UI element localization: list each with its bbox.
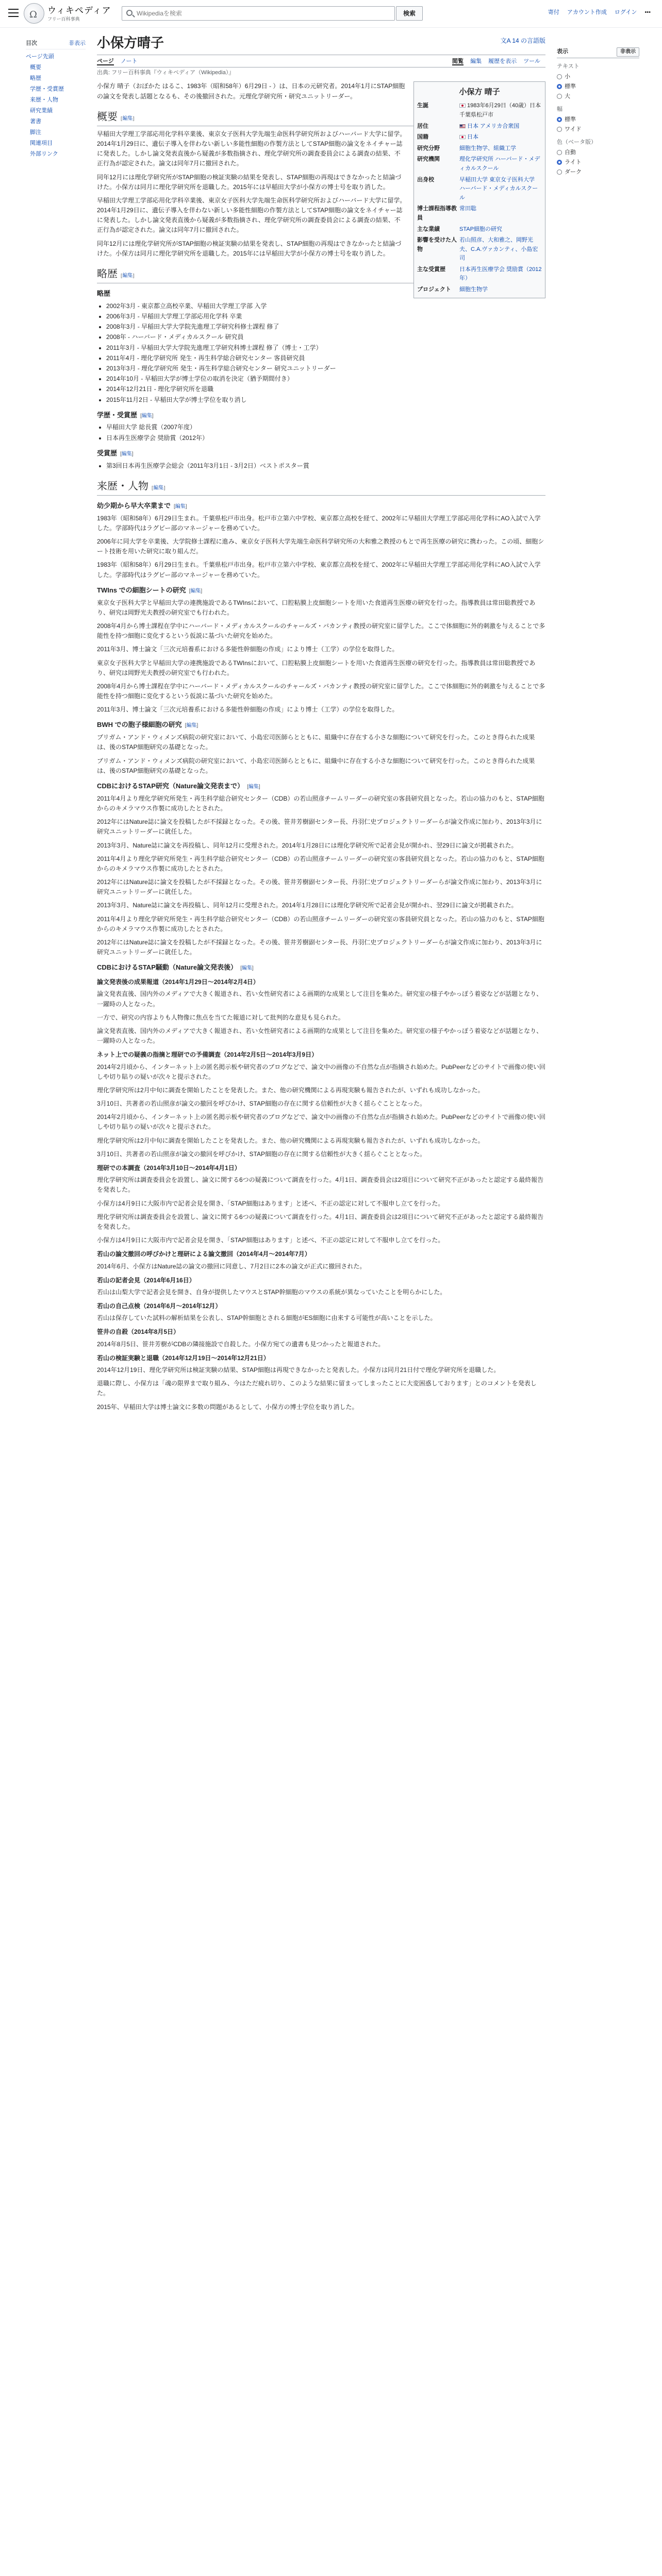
- paragraph: 3月10日、共著者の若山照彦が論文の撤回を呼びかけ、STAP細胞の存在に関する信頼性が大きく揺らぐこととなった。: [97, 1100, 426, 1108]
- infobox-row: 主な受賞歴 日本再生医療学会 奨励賞（2012年）: [417, 266, 542, 282]
- paragraph: 理化学研究所は調査委員会を設置し、論文に関する6つの疑義について調査を行った。4月1日、調査委員会は2項目について研究不正があったと認定する最終報告を発表した。: [97, 1176, 544, 1194]
- paragraph: 3月10日、共著者の若山照彦が論文の撤回を呼びかけ、STAP細胞の存在に関する信頼性が大きく揺らぐこととなった。: [97, 1150, 426, 1158]
- paragraph: 小保方は4月9日に大阪市内で記者会見を開き、「STAP細胞はあります」と述べ、不正の認定に対して不服申し立てを行った。: [97, 1236, 444, 1244]
- paragraph: 2013年3月、Nature誌に論文を再投稿し、同年12月に受理された。2014年1月28日には理化学研究所で記者会見が開かれ、翌29日に論文が掲載された。: [97, 902, 518, 909]
- infobox: [413, 81, 545, 298]
- edit-link[interactable]: [編集]: [121, 273, 135, 279]
- list-item: • 第3回日本再生医療学会総会（2011年3月1日 - 3月2日）ベストポスター賞: [106, 461, 545, 471]
- toc-item-notes[interactable]: 脚注: [30, 129, 41, 136]
- list-item: • 2014年12月21日 - 理化学研究所を退職: [106, 384, 545, 394]
- toc-item-books[interactable]: 著書: [30, 118, 41, 125]
- list-item: • 2015年11月2日 - 早稲田大学が博士学位を取り消し: [106, 395, 545, 405]
- text-size-small[interactable]: 小: [557, 73, 639, 81]
- paragraph: 理化学研究所は調査委員会を設置し、論文に関する6つの疑義について調査を行った。4月1日、調査委員会は2項目について研究不正があったと認定する最終報告を発表した。: [97, 1213, 544, 1230]
- article-body: [97, 81, 545, 1412]
- paragraph: 2014年8月5日、笹井芳樹がCDBの隣接施設で自殺した。小保方宛ての遺書も見つかったと報道された。: [97, 1340, 385, 1348]
- tab-history[interactable]: 履歴を表示: [488, 58, 517, 65]
- list-item: • 早稲田大学 総長賞（2007年度）: [106, 422, 545, 432]
- toc-item-related[interactable]: 関連項目: [30, 140, 53, 147]
- subsubheading: 笹井の自殺（2014年8月5日）: [97, 1328, 180, 1336]
- subsubheading: 若山の記者会見（2014年6月16日）: [97, 1276, 195, 1284]
- edit-link[interactable]: [編集]: [174, 503, 187, 510]
- site-header: [0, 0, 662, 28]
- subsubheading: 若山の論文撤回の呼びかけと理研による論文撤回（2014年4月〜2014年7月）: [97, 1250, 311, 1258]
- tab-read[interactable]: 閲覧: [452, 58, 464, 65]
- page-title: 小保方晴子: [97, 33, 545, 55]
- paragraph: 2008年4月から博士課程在学中にハーバード・メディカルスクールのチャールズ・バカンティ教授の研究室に留学した。ここで体細胞に外的刺激を与えることで多能性を持つ細胞に変化するという仮説に基づいた研究を始めた。: [97, 682, 545, 700]
- width-wide[interactable]: ワイド: [557, 125, 639, 134]
- list-item: • 2002年3月 - 東京都立高校卒業、早稲田大学理工学部 入学: [106, 301, 545, 311]
- toc-item-overview[interactable]: 概要: [30, 64, 41, 71]
- edit-link[interactable]: [編集]: [152, 485, 166, 491]
- paragraph: 小保方は4月9日に大阪市内で記者会見を開き、「STAP細胞はあります」と述べ、不正の認定に対して不服申し立てを行った。: [97, 1199, 444, 1207]
- subheading-bwh: BWH での胞子様細胞の研究 [編集]: [97, 721, 198, 729]
- toc-sidebar: [26, 35, 86, 160]
- toc-item-career[interactable]: 略歴: [30, 75, 41, 82]
- width-label: 幅: [557, 106, 562, 112]
- main-menu-icon[interactable]: [8, 9, 19, 17]
- paragraph: ブリガム・アンド・ウィメンズ病院の研究室において、小島宏司医師らとともに、組織中に存在する小さな細胞について研究を行った。このとき得られた成果は、後のSTAP細胞研究の基礎となった。: [97, 757, 535, 774]
- tagline: 出典: フリー百科事典『ウィキペディア（Wikipedia）』: [97, 70, 235, 76]
- radio-icon: [557, 74, 562, 79]
- paragraph: 2012年にはNature誌に論文を投稿したが不採録となった。その後、笹井芳樹副センター長、丹羽仁史プロジェクトリーダーらが論文作成に加わり、2013年3月に研究ユニットリーダーに就任した。: [97, 818, 542, 836]
- login-link[interactable]: ログイン: [614, 9, 637, 15]
- tab-article[interactable]: ページ: [97, 58, 114, 65]
- subsubheading: 理研での本調査（2014年3月10日〜2014年4月1日）: [97, 1164, 241, 1172]
- subheading-awards: 学歴・受賞歴 [編集]: [97, 411, 154, 419]
- subheading-stap: CDBにおけるSTAP騒動（Nature論文発表後） [編集]: [97, 963, 254, 972]
- paragraph: 2014年6月、小保方はNature誌の論文の撤回に同意し、7月2日に2本の論文が正式に撤回された。: [97, 1262, 366, 1270]
- paragraph: 2011年4月より理化学研究所発生・再生科学総合研究センター（CDB）の若山照彦チームリーダーの研究室の客員研究員となった。若山の協力のもと、STAP細胞からのキメラマウス作製に成功したとされた。: [97, 794, 544, 812]
- donate-link[interactable]: 寄付: [548, 9, 559, 15]
- us-flag-icon: [459, 124, 466, 128]
- width-standard[interactable]: 標準: [557, 115, 639, 124]
- toc-item-bio[interactable]: 来歴・人物: [30, 97, 58, 104]
- appearance-header: [557, 47, 639, 58]
- color-light[interactable]: ライト: [557, 158, 639, 167]
- paragraph: 2011年4月より理化学研究所発生・再生科学総合研究センター（CDB）の若山照彦チームリーダーの研究室の客員研究員となった。若山の協力のもと、STAP細胞からのキメラマウス作製に成功したとされた。: [97, 855, 544, 872]
- color-dark[interactable]: ダーク: [557, 168, 639, 177]
- search-box[interactable]: [122, 6, 395, 21]
- edit-link[interactable]: [編集]: [185, 723, 198, 729]
- language-button[interactable]: 文A 14 の言語版: [500, 37, 545, 44]
- toc-header: [26, 39, 86, 49]
- list-item: • 2008年3月 - 早稲田大学大学院先進理工学研究科修士課程 修了: [106, 322, 545, 332]
- toc-item-top[interactable]: ページ先頭: [26, 54, 54, 60]
- heading-bio: 来歴・人物 [編集]: [97, 478, 545, 496]
- toc-item-research[interactable]: 研究業績: [30, 108, 53, 114]
- create-account-link[interactable]: アカウント作成: [567, 9, 607, 15]
- paragraph: 2008年4月から博士課程在学中にハーバード・メディカルスクールのチャールズ・バカンティ教授の研究室に留学した。ここで体細胞に外的刺激を与えることで多能性を持つ細胞に変化するという仮説に基づいた研究を始めた。: [97, 622, 545, 640]
- paragraph: 2014年2月頃から、インターネット上の匿名掲示板や研究者のブログなどで、論文中の画像の不自然な点が指摘され始めた。PubPeerなどのサイトで画像の使い回しや切り貼りの疑いが次々と提示された。: [97, 1113, 545, 1131]
- search-input[interactable]: [137, 8, 353, 19]
- list-item: • 日本再生医療学会 奨励賞（2012年）: [106, 433, 545, 443]
- list-item: • 2008年 - ハーバード・メディカルスクール 研究員: [106, 332, 545, 342]
- infobox-row: 出身校 早稲田大学 東京女子医科大学 ハーバード・メディカルスクール: [417, 176, 538, 201]
- appearance-hide-button[interactable]: 非表示: [617, 47, 639, 57]
- tab-tools[interactable]: ツール: [523, 58, 540, 65]
- paragraph: 2013年3月、Nature誌に論文を再投稿し、同年12月に受理された。2014年1月28日には理化学研究所で記者会見が開かれ、翌29日に論文が掲載された。: [97, 841, 518, 849]
- radio-icon: [557, 127, 562, 132]
- radio-icon: [557, 150, 562, 155]
- paragraph: 2011年3月、博士論文「三次元培養系における多能性幹細胞の作成」により博士（工学）の学位を取得した。: [97, 706, 399, 714]
- infobox-row: 国籍 日本: [417, 134, 478, 141]
- paragraph: 2012年にはNature誌に論文を投稿したが不採録となった。その後、笹井芳樹副センター長、丹羽仁史プロジェクトリーダーらが論文作成に加わり、2013年3月に研究ユニットリーダーに就任した。: [97, 939, 542, 956]
- subheading-prize: 受賞歴 [編集]: [97, 449, 134, 457]
- japan-flag-icon: [459, 104, 466, 108]
- radio-selected-icon: [557, 84, 562, 89]
- paragraph: 論文発表直後、国内外のメディアで大きく報道され、若い女性研究者による画期的な成果として注目を集めた。研究室の様子やかっぽう着姿などが話題となり、一躍時の人となった。: [97, 990, 543, 1008]
- paragraph: 1983年（昭和58年）6月29日生まれ。千葉県松戸市出身。松戸市立第六中学校、東京都立高校を経て、2002年に早稲田大学理工学部応用化学科にAO入試で入学した。学部時代はラグビー部のマネージャーを務めていた。: [97, 514, 541, 532]
- toc-item-awards[interactable]: 学歴・受賞歴: [30, 86, 64, 93]
- paragraph: 退職に際し、小保方は「魂の限界まで取り組み、今はただ疲れ切り、このような結果に留まってしまったことに大変困惑しております」とのコメントを発表した。: [97, 1380, 537, 1397]
- paragraph: 理化学研究所は2月中旬に調査を開始したことを発表した。また、他の研究機関による再現実験も報告されたが、いずれも成功しなかった。: [97, 1137, 484, 1144]
- paragraph: 一方で、研究の内容よりも人物像に焦点を当てた報道に対して批判的な意見も見られた。: [97, 1013, 344, 1021]
- radio-icon: [557, 94, 562, 99]
- infobox-row: 居住 日本 アメリカ合衆国: [417, 123, 520, 129]
- paragraph: 若山は保存していた試料の解析結果を公表し、STAP幹細胞とされる細胞がES細胞に由来する可能性が高いことを示した。: [97, 1314, 437, 1322]
- text-size-standard[interactable]: 標準: [557, 82, 639, 91]
- subheading-cdb: CDBにおけるSTAP研究（Nature論文発表まで） [編集]: [97, 782, 260, 790]
- wordmark-title: ウィキペディア: [47, 6, 111, 16]
- edit-link[interactable]: [編集]: [121, 115, 135, 122]
- list-item: • 2011年4月 - 理化学研究所 発生・再生科学総合研究センター 客員研究員: [106, 353, 545, 363]
- awards-list: [106, 422, 545, 443]
- paragraph: 早稲田大学理工学部応用化学科卒業後、東京女子医科大学先端生命医科学研究所およびハーバード大学に留学。2014年1月29日に、遺伝子導入を伴わない新しい多能性細胞の作製方法としてSTAP細胞の論文をネイチャー誌に発表した。しかし論文発表直後から疑義が多数指摘され、理化学研究所の調査委員会による調査の結果、不正行為が認定された。論文は同年7月に撤回された。: [97, 130, 406, 167]
- paragraph: 2011年3月、博士論文「三次元培養系における多能性幹細胞の作成」により博士（工学）の学位を取得した。: [97, 646, 399, 653]
- paragraph: 2011年4月より理化学研究所発生・再生科学総合研究センター（CDB）の若山照彦チームリーダーの研究室の客員研究員となった。若山の協力のもと、STAP細胞からのキメラマウス作製に成功したとされた。: [97, 915, 544, 933]
- page-tabs: [97, 57, 545, 67]
- list-item: • 2006年3月 - 早稲田大学理工学部応用化学科 卒業: [106, 312, 545, 321]
- search-icon: [126, 10, 133, 16]
- prize-list: [106, 461, 545, 471]
- infobox-row: 影響を受けた人物 若山照彦、大和雅之、岡野光夫、C.A.ヴァカンティ、小島宏司: [417, 237, 538, 262]
- paragraph: 2014年2月頃から、インターネット上の匿名掲示板や研究者のブログなどで、論文中の画像の不自然な点が指摘され始めた。PubPeerなどのサイトで画像の使い回しや切り貼りの疑いが次々と提示された。: [97, 1063, 545, 1080]
- subheading-twins: TWIns での細胞シートの研究 [編集]: [97, 586, 203, 594]
- lead-paragraph: 小保方 晴子（おぼかた はるこ、1983年（昭和58年）6月29日 - ）は、日本の元研究者。2014年1月にSTAP細胞の論文を発表し話題となるも、その後撤回された。元理化学研究所・研究ユニットリーダー。: [97, 82, 405, 100]
- wordmark[interactable]: [47, 4, 111, 23]
- list-item: • 2011年3月 - 早稲田大学大学院先進理工学研究科博士課程 修了（博士・工学）: [106, 343, 545, 353]
- user-links: [542, 8, 651, 17]
- infobox-row: 生誕 1983年6月29日（40歳）日本 千葉県松戸市: [417, 103, 541, 118]
- infobox-row: 博士課程指導教員 常田聡: [417, 206, 476, 221]
- heading-career: 略歴 [編集]: [97, 266, 545, 283]
- paragraph: ブリガム・アンド・ウィメンズ病院の研究室において、小島宏司医師らとともに、組織中に存在する小さな細胞について研究を行った。このとき得られた成果は、後のSTAP細胞研究の基礎となった。: [97, 734, 535, 751]
- toc-hide-button[interactable]: 非表示: [69, 40, 86, 46]
- edit-link[interactable]: [編集]: [140, 413, 154, 419]
- paragraph: 2012年にはNature誌に論文を投稿したが不採録となった。その後、笹井芳樹副センター長、丹羽仁史プロジェクトリーダーらが論文作成に加わり、2013年3月に研究ユニットリーダーに就任した。: [97, 878, 542, 896]
- paragraph: 早稲田大学理工学部応用化学科卒業後、東京女子医科大学先端生命医科学研究所およびハーバード大学に留学。2014年1月29日に、遺伝子導入を伴わない新しい多能性細胞の作製方法としてSTAP細胞の論文をネイチャー誌に発表した。しかし論文発表直後から疑義が多数指摘され、理化学研究所の調査委員会による調査の結果、不正行為が認定された。論文は同年7月に撤回された。: [97, 196, 406, 234]
- infobox-row: 主な業績 STAP細胞の研究: [417, 226, 502, 232]
- edit-link[interactable]: [編集]: [240, 965, 254, 972]
- japan-flag-icon: [459, 135, 466, 139]
- list-item: • 2014年10月 - 早稲田大学が博士学位の取消を決定（猶予期間付き）: [106, 374, 545, 384]
- paragraph: 1983年（昭和58年）6月29日生まれ。千葉県松戸市出身。松戸市立第六中学校、東京都立高校を経て、2002年に早稲田大学理工学部応用化学科にAO入試で入学した。学部時代はラグビー部のマネージャーを務めていた。: [97, 561, 541, 579]
- radio-selected-icon: [557, 117, 562, 122]
- toc-title: 目次: [26, 40, 37, 46]
- paragraph: 2015年、早稲田大学は博士論文に多数の問題があるとして、小保方の博士学位を取り消した。: [97, 1403, 358, 1411]
- wordmark-sub: フリー百科事典: [47, 16, 80, 22]
- infobox-row: 研究機関 理化学研究所 ハーバード・メディカルスクール: [417, 156, 540, 172]
- main-content: [97, 33, 545, 1416]
- paragraph: 理化学研究所は2月中旬に調査を開始したことを発表した。また、他の研究機関による再現実験も報告されたが、いずれも成功しなかった。: [97, 1086, 484, 1094]
- edit-link[interactable]: [編集]: [120, 451, 134, 457]
- paragraph: 2006年に同大学を卒業後、大学院修士課程に進み、東京女子医科大学先端生命医科学研究所の大和雅之教授のもとで再生医療の研究に携わった。この頃、細胞シート技術を用いた研究に取り組んだ。: [97, 538, 544, 555]
- infobox-title: 小保方 晴子: [459, 88, 500, 97]
- wikipedia-logo[interactable]: Ω: [24, 3, 44, 24]
- subsubheading: 若山の自己点検（2014年6月〜2014年12月）: [97, 1302, 222, 1310]
- appearance-panel: [557, 47, 639, 178]
- subheading-early: 幼少期から早大卒業まで [編集]: [97, 501, 187, 510]
- subsubheading: ネット上での疑義の指摘と理研での予備調査（2014年2月5日〜2014年3月9日）: [97, 1051, 318, 1059]
- career-list: [106, 301, 545, 405]
- search-button[interactable]: 検索: [396, 6, 423, 21]
- subsubheading: 論文発表後の成果報道（2014年1月29日〜2014年2月4日）: [97, 978, 259, 986]
- radio-selected-icon: [557, 160, 562, 165]
- edit-link[interactable]: [編集]: [189, 588, 203, 594]
- infobox-row: プロジェクト 細胞生物学: [417, 286, 488, 293]
- tab-edit[interactable]: 編集: [470, 58, 482, 65]
- infobox-row: 研究分野 細胞生物学、組織工学: [417, 145, 516, 151]
- toc-item-external[interactable]: 外部リンク: [30, 151, 58, 158]
- paragraph: 2014年12月19日、理化学研究所は検証実験の結果、STAP細胞は再現できなかったと発表した。小保方は同月21日付で理化学研究所を退職した。: [97, 1366, 500, 1374]
- heading-overview: 概要 [編集]: [97, 109, 545, 126]
- radio-icon: [557, 170, 562, 175]
- appearance-title: 表示: [557, 48, 568, 55]
- paragraph: 同年12月には理化学研究所がSTAP細胞の検証実験の結果を発表し、STAP細胞の再現はできなかったと結論づけた。小保方は同月に理化学研究所を退職した。2015年には早稲田大学が小保方の博士号を取り消した。: [97, 173, 402, 191]
- paragraph: 若山は山梨大学で記者会見を開き、自身が提供したマウスとSTAP幹細胞のマウスの系統が異なっていたことを明らかにした。: [97, 1288, 446, 1296]
- paragraph: 論文発表直後、国内外のメディアで大きく報道され、若い女性研究者による画期的な成果として注目を集めた。研究室の様子やかっぽう着姿などが話題となり、一躍時の人となった。: [97, 1027, 543, 1045]
- paragraph: 東京女子医科大学と早稲田大学の連携施設であるTWInsにおいて、口腔粘膜上皮細胞シートを用いた食道再生医療の研究を行った。指導教員は常田聡教授であり、研究は岡野光夫教授の研究室でも行われた。: [97, 659, 536, 676]
- paragraph: 同年12月には理化学研究所がSTAP細胞の検証実験の結果を発表し、STAP細胞の再現はできなかったと結論づけた。小保方は同月に理化学研究所を退職した。2015年には早稲田大学が小保方の博士号を取り消した。: [97, 240, 402, 257]
- more-options-icon[interactable]: •••: [644, 9, 651, 15]
- list-item: • 2013年3月 - 理化学研究所 発生・再生科学総合研究センター 研究ユニットリーダー: [106, 364, 545, 374]
- edit-link[interactable]: [編集]: [247, 784, 260, 790]
- subheading-career: 略歴: [97, 290, 111, 298]
- text-size-label: テキスト: [557, 63, 580, 70]
- color-label: 色（ベータ版）: [557, 139, 597, 145]
- paragraph: 東京女子医科大学と早稲田大学の連携施設であるTWInsにおいて、口腔粘膜上皮細胞シートを用いた食道再生医療の研究を行った。指導教員は常田聡教授であり、研究は岡野光夫教授の研究室でも行われた。: [97, 599, 536, 616]
- infobox-table: [416, 100, 543, 295]
- text-size-large[interactable]: 大: [557, 92, 639, 101]
- subsubheading: 若山の検証実験と退職（2014年12月19日〜2014年12月21日）: [97, 1354, 270, 1362]
- color-auto[interactable]: 自動: [557, 148, 639, 157]
- tab-talk[interactable]: ノート: [120, 58, 138, 65]
